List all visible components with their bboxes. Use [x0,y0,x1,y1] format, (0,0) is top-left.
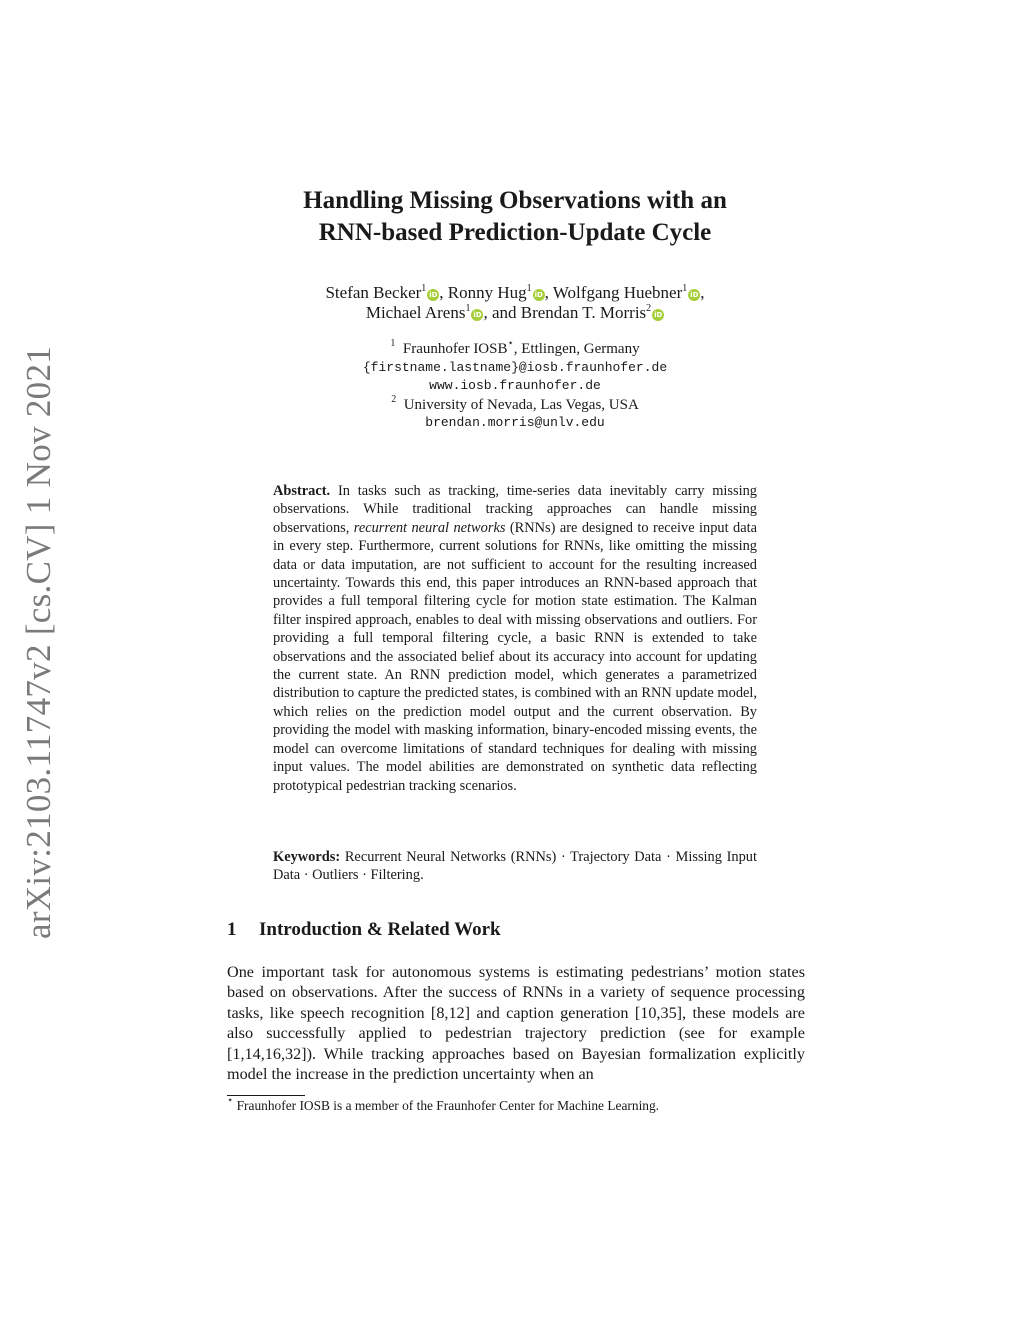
paper-title [200,185,830,249]
intro-paragraph: One important task for autonomous systems is estimating pedestrians’ motion states based on observations. After the success of RNNs in a variety of sequence processing tasks, like speech recognition [8,12] and caption generation [10,35], these models are also successfully applied to pedestrian trajectory prediction (see for example [1,14,16,32]). While tracking approaches based on Bayesian formalization explicitly model the increase in the prediction uncertainty when an [227,963,805,1084]
affiliation-2 [200,393,830,415]
abstract-paragraph [273,482,757,795]
abstract-text-1: In tasks such as tracking, time-series data inevitably carry missing observations. While traditional tracking approaches can handle missing observations, [273,483,757,536]
orcid-icon[interactable]: iD [429,291,438,299]
orcid-icon[interactable]: iD [654,311,663,319]
footnote-marker: ⋆ [227,1095,234,1106]
author-sep: , [700,283,705,302]
section-number: 1 [227,919,237,940]
affil-1-website[interactable]: www.iosb.fraunhofer.de [429,378,601,393]
author-affil-sup: 1 [465,303,471,314]
author-name: Michael Arens [365,303,466,322]
abstract [273,482,757,795]
affil-1-name: Fraunhofer IOSB [402,341,508,357]
abstract-text-2: (RNNs) are designed to receive input data in every step. Furthermore, current solutions for RNNs, like omitting the missing data or data imputation, are not sufficient to account for the resulting increased uncertainty. Towards this end, this paper introduces an RNN-based approach that provides a full temporal filtering cycle for motion state estimation. The Kalman filter inspired approach, enables to deal with missing observations and outliers. For providing a full temporal filtering cycle, a basic RNN is extended to take observations and the associated belief about its accuracy into account for updating the current state. An RNN prediction model, which generates a parametrized distribution to capture the predicted states, is combined with an RNN update model, which relies on the prediction model output and the current observation. By providing the model with masking information, binary-encoded missing events, the model can overcome limitations of standard techniques for dealing with missing input values. The model abilities are demonstrated on synthetic data reflecting prototypical pedestrian tracking scenarios. [273,519,757,794]
affiliation-1 [200,340,830,359]
author-sep: , [544,283,553,302]
author-name: and Brendan T. Morris [491,303,647,322]
footnote-rule [227,1095,305,1096]
keywords-text: Recurrent Neural Networks (RNNs) · Trajectory Data · Missing Input Data · Outliers · Filtering. [273,849,757,884]
affil-2-name: University of Nevada, Las Vegas, USA [403,396,639,413]
affil-1-email: {firstname.lastname}@iosb.fraunhofer.de [362,359,668,375]
abstract-emphasis: recurrent neural networks [353,519,506,536]
orcid-icon[interactable]: iD [690,291,699,299]
author-name: Wolfgang Huebner [552,283,683,302]
affil-star: ⋆ [507,338,514,349]
affiliations [200,340,830,433]
title-line-2: RNN-based Prediction-Update Cycle [318,219,712,246]
author-sep: , [483,303,492,322]
affil-sup: 2 [391,393,397,405]
abstract-label: Abstract. [273,483,331,499]
orcid-icon[interactable]: iD [473,311,482,319]
author-affil-sup: 1 [421,283,427,294]
title-line-1: Handling Missing Observations with an [303,187,727,214]
author-sep: , [439,283,448,302]
arxiv-side-stamp: arXiv:2103.11747v2 [cs.CV] 1 Nov 2021 [19,345,58,940]
intro-body [227,962,805,1084]
author-affil-sup: 1 [526,283,532,294]
author-line-1 [200,283,830,303]
author-name: Stefan Becker [325,283,422,302]
affil-1-location: , Ettlingen, Germany [513,341,640,357]
footnote [227,1097,827,1114]
footnote-text: Fraunhofer IOSB is a member of the Fraunhofer Center for Machine Learning. [233,1098,660,1113]
keywords-paragraph [273,848,757,885]
section-title: Introduction & Related Work [259,919,501,940]
author-list [200,283,830,323]
keywords-label: Keywords: [273,849,341,865]
affil-2-email: brendan.morris@unlv.edu [425,415,605,430]
section-heading [227,918,501,942]
author-line-2 [200,303,830,323]
author-affil-sup: 2 [646,303,652,314]
affil-sup: 1 [390,338,396,349]
author-name: Ronny Hug [447,283,527,302]
keywords [273,848,757,885]
orcid-icon[interactable]: iD [534,291,543,299]
author-affil-sup: 1 [682,283,688,294]
